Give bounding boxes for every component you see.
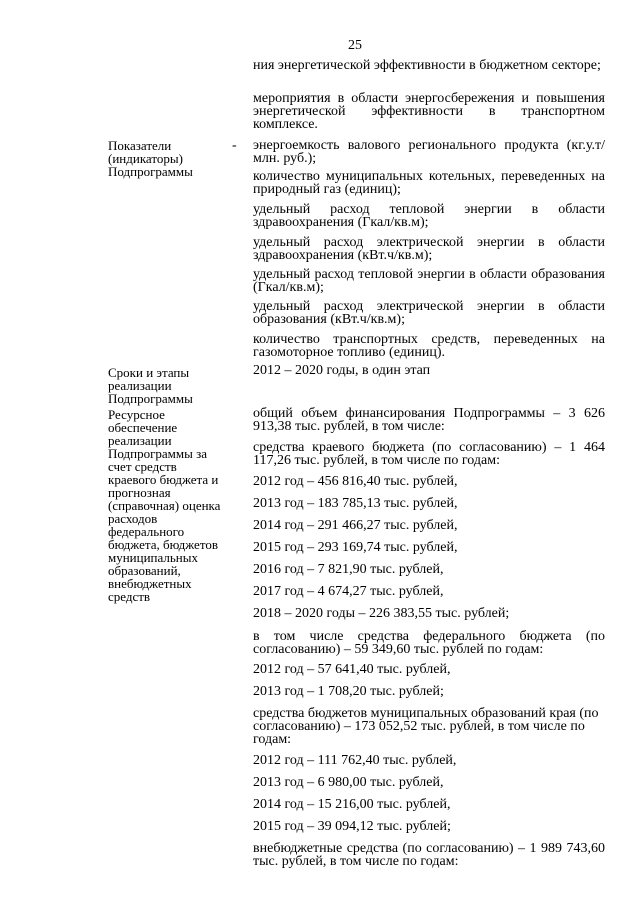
indicators-label: Показатели (индикаторы) Подпрограммы	[108, 138, 193, 179]
resource-item: 2014 год – 15 216,00 тыс. рублей,	[253, 797, 451, 812]
resource-item: 2013 год – 1 708,20 тыс. рублей;	[253, 684, 444, 699]
resource-item: 2016 год – 7 821,90 тыс. рублей,	[253, 562, 444, 577]
resource-item: 2013 год – 6 980,00 тыс. рублей,	[253, 775, 444, 790]
page-number: 25	[348, 38, 362, 53]
indicator-item: удельный расход электрической энергии в области образования (кВт.ч/кв.м);	[253, 299, 605, 327]
resource-item: в том числе средства федерального бюджета (по согласованию) – 59 349,60 тыс. рублей по годам:	[253, 629, 605, 657]
resource-item: 2012 год – 456 816,40 тыс. рублей,	[253, 474, 458, 489]
indicator-item: удельный расход электрической энергии в области здравоохранения (кВт.ч/кв.м);	[253, 235, 605, 263]
resource-item: средства бюджетов муниципальных образований края (по согласованию) – 173 052,52 тыс. рублей, в том числе по годам:	[253, 706, 599, 747]
indicator-item: удельный расход тепловой энергии в области образования (Гкал/кв.м);	[253, 267, 605, 295]
resource-item: 2014 год – 291 466,27 тыс. рублей,	[253, 518, 458, 533]
resource-item: 2013 год – 183 785,13 тыс. рублей,	[253, 496, 458, 511]
terms-text: 2012 – 2020 годы, в один этап	[253, 363, 431, 378]
resource-item: 2017 год – 4 674,27 тыс. рублей,	[253, 584, 444, 599]
resource-item: внебюджетные средства (по согласованию) – 1 989 743,60 тыс. рублей, в том числе по годам:	[253, 841, 605, 869]
resource-item: 2012 год – 111 762,40 тыс. рублей,	[253, 753, 457, 768]
resource-item: средства краевого бюджета (по согласованию) – 1 464 117,26 тыс. рублей, в том числе по годам:	[253, 440, 605, 468]
indicator-item: количество муниципальных котельных, переведенных на природный газ (единиц);	[253, 169, 605, 197]
resource-item: 2018 – 2020 годы – 226 383,55 тыс. рублей;	[253, 606, 510, 621]
resources-label: Ресурсное обеспечение реализации Подпрограммы за счет средств краевого бюджета и прогнозная (справочная) оценка расходов федерального бюджета, бюджетов муниципальных образований, внебюджетных средств	[108, 407, 221, 604]
indicator-item: энергоемкость валового регионального продукта (кг.у.т/млн. руб.);	[253, 138, 605, 166]
indicators-dash: -	[232, 138, 237, 153]
indicator-item: удельный расход тепловой энергии в области здравоохранения (Гкал/кв.м);	[253, 202, 605, 230]
intro-paragraph: мероприятия в области энергосбережения и повышения энергетической эффективности в транспортном комплексе.	[253, 91, 605, 132]
indicator-item: количество транспортных средств, переведенных на газомоторное топливо (единиц).	[253, 332, 605, 360]
intro-paragraph: ния энергетической эффективности в бюджетном секторе;	[253, 58, 601, 73]
resource-item: 2015 год – 39 094,12 тыс. рублей;	[253, 819, 451, 834]
resource-item: 2012 год – 57 641,40 тыс. рублей,	[253, 662, 451, 677]
resource-item: 2015 год – 293 169,74 тыс. рублей,	[253, 540, 458, 555]
resource-item: общий объем финансирования Подпрограммы – 3 626 913,38 тыс. рублей, в том числе:	[253, 406, 605, 434]
terms-label: Сроки и этапы реализации Подпрограммы	[108, 365, 193, 406]
